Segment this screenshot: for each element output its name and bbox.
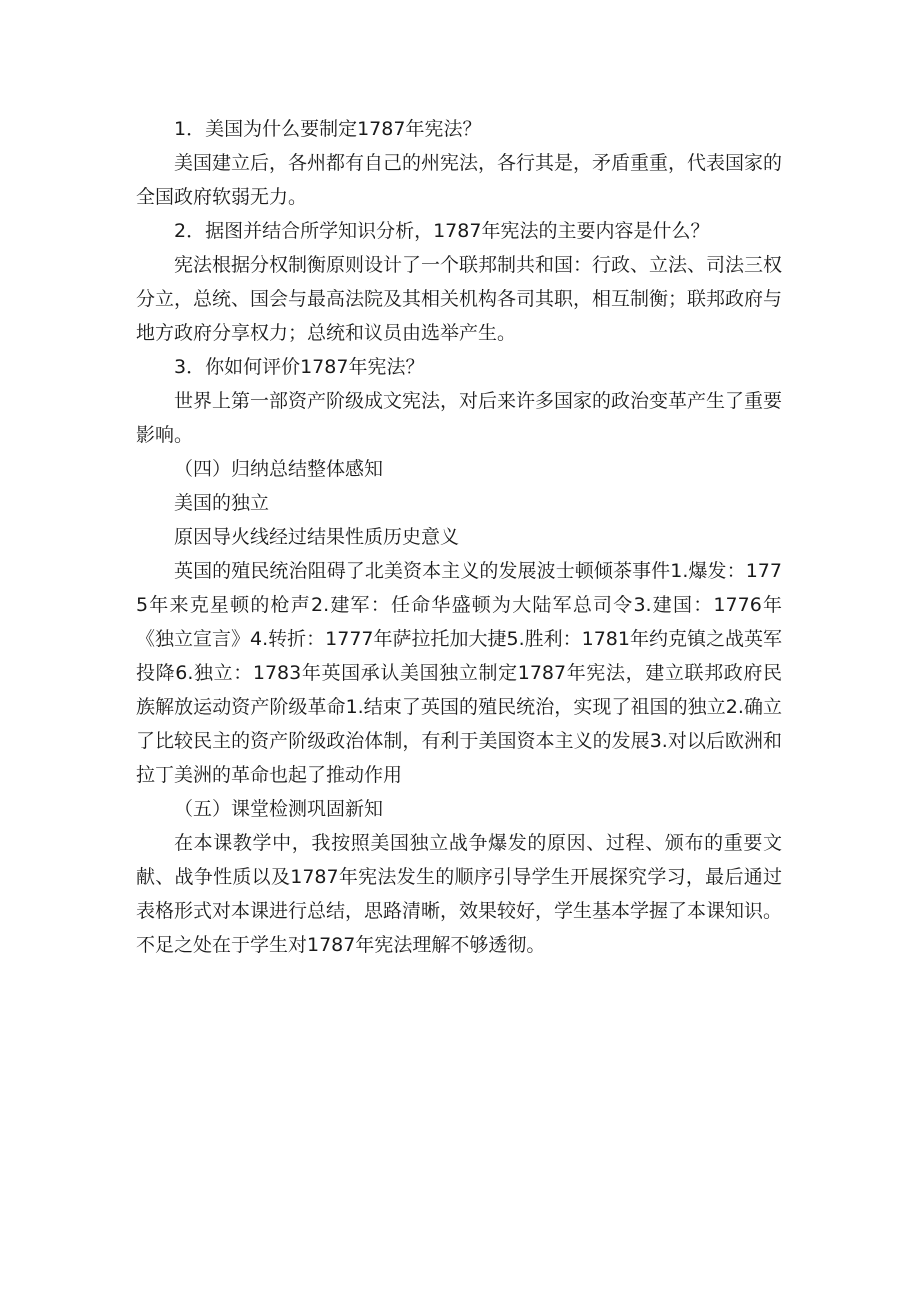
question-2: 2．据图并结合所学知识分析，1787年宪法的主要内容是什么？ — [174, 220, 710, 242]
summary-content: 英国的殖民统治阻碍了北美资本主义的发展波士顿倾茶事件1.爆发：1775年来克星顿的枪声2.建军：任命华盛顿为大陆军总司令3.建国：1776年《独立宣言》4.转折：1777年萨拉托加大捷5.胜利：1781年约克镇之战英军投降6.独立：1783年英国承认美国独立制定1787年宪法，建立联邦政府民族解放运动资产阶级革命1.结束了英国的殖民统治，实现了祖国的独立2.确立了比较民主的资产阶级政治体制，有利于美国资本主义的发展3.对以后欧洲和拉丁美洲的革命也起了推动作用 — [136, 560, 782, 786]
answer-3: 世界上第一部资产阶级成文宪法，对后来许多国家的政治变革产生了重要影响。 — [136, 390, 783, 446]
section-heading-summary: （四）归纳总结整体感知 — [174, 458, 384, 480]
summary-columns: 原因导火线经过结果性质历史意义 — [174, 526, 460, 548]
document-body — [136, 112, 782, 962]
reflection-paragraph: 在本课教学中，我按照美国独立战争爆发的原因、过程、颁布的重要文献、战争性质以及1787年宪法发生的顺序引导学生开展探究学习，最后通过表格形式对本课进行总结，思路清晰，效果较好，学生基本学握了本课知识。不足之处在于学生对1787年宪法理解不够透彻。 — [136, 832, 783, 956]
answer-2: 宪法根据分权制衡原则设计了一个联邦制共和国：行政、立法、司法三权分立，总统、国会与最高法院及其相关机构各司其职，相互制衡；联邦政府与地方政府分享权力；总统和议员由选举产生。 — [136, 254, 783, 344]
question-3: 3．你如何评价1787年宪法？ — [174, 356, 425, 378]
section-heading-check: （五）课堂检测巩固新知 — [174, 798, 384, 820]
question-1: 1．美国为什么要制定1787年宪法？ — [174, 118, 482, 140]
summary-title: 美国的独立 — [174, 492, 270, 514]
answer-1: 美国建立后，各州都有自己的州宪法，各行其是，矛盾重重，代表国家的全国政府软弱无力。 — [136, 152, 783, 208]
